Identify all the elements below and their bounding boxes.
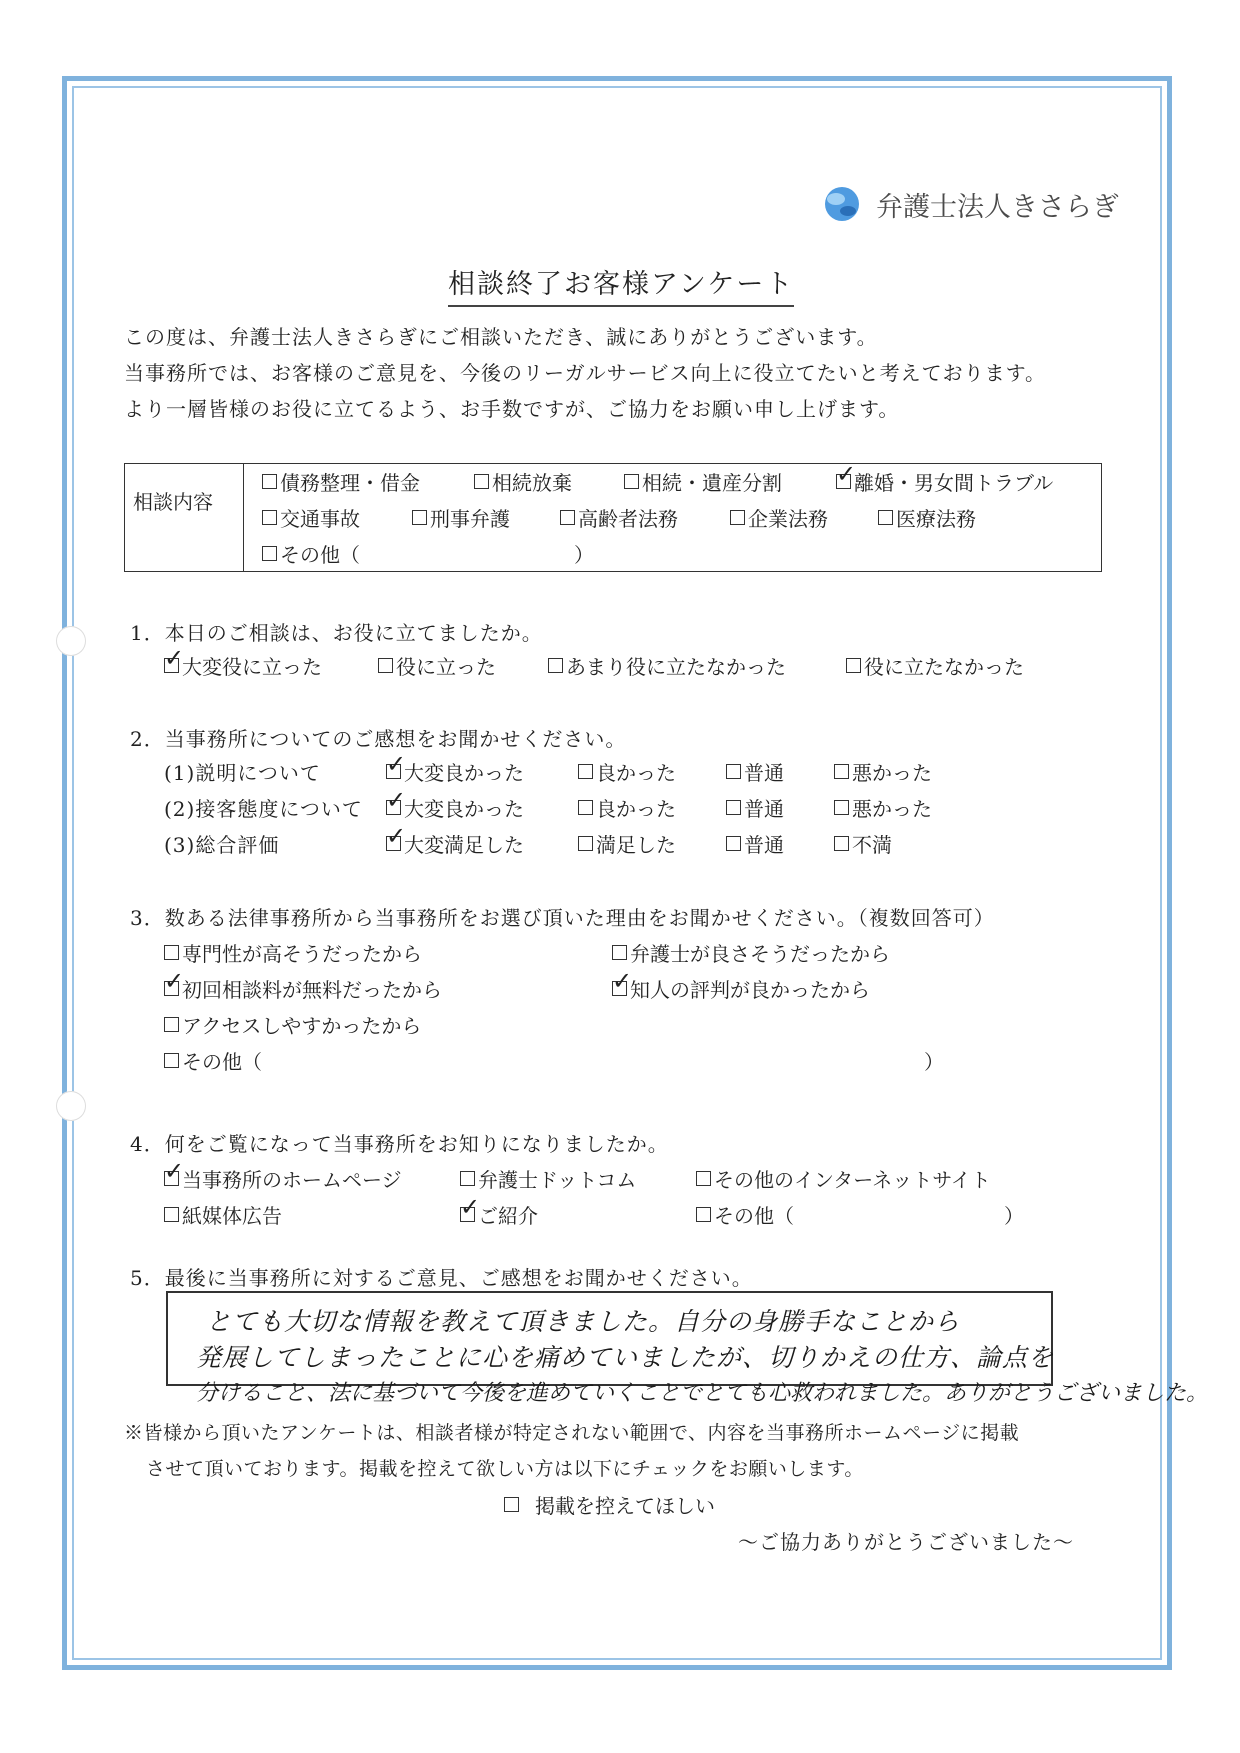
handwritten-answer-line: 発展してしまったことに心を痛めていましたが、切りかえの仕方、論点を	[196, 1343, 1055, 1372]
option-label: 大変満足した	[404, 833, 524, 857]
option-label: 良かった	[596, 797, 676, 821]
checkbox-checked[interactable]	[164, 1171, 179, 1186]
checkbox[interactable]	[412, 510, 427, 525]
checkbox[interactable]	[834, 800, 849, 815]
q4-option[interactable]	[696, 1200, 794, 1229]
q2-row-label: (2)接客態度について	[164, 797, 363, 821]
option-label: 普通	[744, 761, 784, 785]
checkbox-checked[interactable]	[164, 981, 179, 996]
intro-line: この度は、弁護士法人きさらぎにご相談いただき、誠にありがとうございます。	[124, 325, 878, 349]
option-label: 不満	[852, 833, 892, 857]
q3-option[interactable]	[612, 938, 890, 967]
option-label: 紙媒体広告	[182, 1204, 282, 1228]
option-label: 大変役に立った	[182, 655, 322, 679]
option-label: 普通	[744, 833, 784, 857]
option-label: 交通事故	[280, 507, 360, 531]
option-label: その他のインターネットサイト	[714, 1168, 991, 1192]
q2-option[interactable]	[578, 829, 676, 858]
handwritten-answer-line: とても大切な情報を教えて頂きました。自分の身勝手なことから	[206, 1307, 961, 1336]
checkbox-checked[interactable]	[836, 474, 851, 489]
checkbox[interactable]	[578, 800, 593, 815]
q2-option[interactable]	[834, 829, 892, 858]
option-label: 大変良かった	[404, 761, 524, 785]
q4-option[interactable]	[696, 1164, 991, 1193]
q1-option[interactable]	[846, 651, 1024, 680]
option-label: その他（	[280, 543, 360, 567]
checkbox[interactable]	[262, 546, 277, 561]
q2-option[interactable]	[578, 793, 676, 822]
checkbox[interactable]	[578, 836, 593, 851]
option-label: 相続放棄	[492, 471, 572, 495]
intro-line: 当事務所では、お客様のご意見を、今後のリーガルサービス向上に役立てたいと考えております。	[124, 361, 1046, 385]
checkbox-checked[interactable]	[386, 836, 401, 851]
checkbox[interactable]	[578, 764, 593, 779]
opt-out-checkbox[interactable]	[504, 1490, 715, 1519]
checkbox-other[interactable]	[262, 539, 360, 568]
question-1: 1．本日のご相談は、お役に立てましたか。	[130, 621, 543, 645]
q2-option[interactable]	[834, 793, 932, 822]
page-title: 相談終了お客様アンケート	[448, 262, 794, 307]
q1-option[interactable]	[548, 651, 786, 680]
question-3: 3．数ある法律事務所から当事務所をお選び頂いた理由をお聞かせください。（複数回答可）	[130, 906, 995, 930]
checkbox[interactable]	[726, 764, 741, 779]
q2-row-label: (1)説明について	[164, 761, 321, 785]
checkbox[interactable]	[878, 510, 893, 525]
checkbox[interactable]	[164, 1017, 179, 1032]
notice-line: ※皆様から頂いたアンケートは、相談者様が特定されない範囲で、内容を当事務所ホームページに掲載	[124, 1422, 1020, 1444]
checkbox-checked[interactable]	[460, 1207, 475, 1222]
checkbox-checked[interactable]	[612, 981, 627, 996]
option-label: 医療法務	[896, 507, 976, 531]
option-label: 良かった	[596, 761, 676, 785]
q2-option[interactable]	[834, 757, 932, 786]
checkbox[interactable]	[164, 1207, 179, 1222]
option-label: 初回相談料が無料だったから	[182, 978, 442, 1002]
globe-logo-icon	[820, 184, 866, 224]
checkbox-checked[interactable]	[386, 800, 401, 815]
box-divider	[243, 464, 244, 571]
checkbox[interactable]	[460, 1171, 475, 1186]
option-label: 掲載を控えてほしい	[535, 1494, 715, 1518]
question-5: 5．最後に当事務所に対するご意見、ご感想をお聞かせください。	[130, 1266, 753, 1290]
q2-option[interactable]	[386, 793, 524, 822]
option-label: 当事務所のホームページ	[182, 1168, 402, 1192]
other-close-paren: ）	[1004, 1204, 1024, 1228]
checkbox[interactable]	[164, 1053, 179, 1068]
option-label: ご紹介	[478, 1204, 538, 1228]
option-label: 役に立った	[396, 655, 496, 679]
checkbox[interactable]	[474, 474, 489, 489]
q1-option[interactable]	[164, 651, 322, 680]
option-label: その他（	[714, 1204, 794, 1228]
intro-line: より一層皆様のお役に立てるよう、お手数ですが、ご協力をお願い申し上げます。	[124, 397, 900, 421]
option-label: その他（	[182, 1050, 262, 1074]
option-label: 悪かった	[852, 761, 932, 785]
q2-option[interactable]	[726, 829, 784, 858]
notice-line: させて頂いております。掲載を控えて欲しい方は以下にチェックをお願いします。	[146, 1458, 864, 1480]
checkbox[interactable]	[262, 474, 277, 489]
q3-option[interactable]	[164, 1046, 262, 1075]
option-label: 離婚・男女間トラブル	[854, 471, 1054, 495]
q3-option[interactable]	[612, 974, 870, 1003]
q4-option[interactable]	[164, 1200, 282, 1229]
checkbox[interactable]	[504, 1497, 519, 1512]
option-label: 満足した	[596, 833, 676, 857]
q3-option[interactable]	[164, 974, 442, 1003]
option-label: 高齢者法務	[578, 507, 678, 531]
consultation-label: 相談内容	[133, 490, 213, 514]
checkbox[interactable]	[560, 510, 575, 525]
checkbox-debt[interactable]	[262, 467, 420, 496]
checkbox-checked[interactable]	[164, 658, 179, 673]
punch-hole	[56, 1091, 86, 1121]
checkbox[interactable]	[548, 658, 563, 673]
question-2: 2．当事務所についてのご感想をお聞かせください。	[130, 727, 627, 751]
option-label: 大変良かった	[404, 797, 524, 821]
option-label: 相続・遺産分割	[642, 471, 782, 495]
question-4: 4．何をご覧になって当事務所をお知りになりましたか。	[130, 1132, 669, 1156]
option-label: 役に立たなかった	[864, 655, 1024, 679]
q2-option[interactable]	[726, 757, 784, 786]
option-label: あまり役に立たなかった	[566, 655, 786, 679]
option-label: 弁護士ドットコム	[478, 1168, 637, 1192]
q3-option[interactable]	[164, 938, 422, 967]
q2-option[interactable]	[726, 793, 784, 822]
option-label: 刑事弁護	[430, 507, 510, 531]
brand-name: 弁護士法人きさらぎ	[876, 191, 1119, 223]
other-close-paren: ）	[924, 1050, 944, 1074]
checkbox-inheritance-waiver[interactable]	[474, 467, 572, 496]
checkbox[interactable]	[846, 658, 861, 673]
checkbox-divorce[interactable]	[836, 467, 1053, 496]
q2-option[interactable]	[578, 757, 676, 786]
checkbox-checked[interactable]	[386, 764, 401, 779]
checkbox[interactable]	[726, 800, 741, 815]
checkbox[interactable]	[164, 945, 179, 960]
closing-message: ～ご協力ありがとうございました～	[738, 1530, 1074, 1554]
checkbox[interactable]	[612, 945, 627, 960]
option-label: 弁護士が良さそうだったから	[630, 942, 890, 966]
other-close-paren: ）	[574, 543, 594, 567]
checkbox-inheritance-division[interactable]	[624, 467, 782, 496]
q4-option[interactable]	[164, 1164, 402, 1193]
checkbox[interactable]	[378, 658, 393, 673]
option-label: 専門性が高そうだったから	[182, 942, 422, 966]
option-label: 普通	[744, 797, 784, 821]
checkbox[interactable]	[696, 1171, 711, 1186]
option-label: 債務整理・借金	[280, 471, 420, 495]
checkbox-elderly[interactable]	[560, 503, 678, 532]
checkbox[interactable]	[834, 764, 849, 779]
option-label: 知人の評判が良かったから	[630, 978, 870, 1002]
q2-option[interactable]	[386, 757, 524, 786]
q3-option[interactable]	[164, 1010, 421, 1039]
checkbox[interactable]	[834, 836, 849, 851]
checkbox-criminal[interactable]	[412, 503, 510, 532]
checkbox[interactable]	[624, 474, 639, 489]
checkbox[interactable]	[730, 510, 745, 525]
checkbox-medical[interactable]	[878, 503, 976, 532]
checkbox[interactable]	[726, 836, 741, 851]
checkbox[interactable]	[262, 510, 277, 525]
checkbox-traffic[interactable]	[262, 503, 360, 532]
punch-hole	[56, 626, 86, 656]
checkbox-corporate[interactable]	[730, 503, 828, 532]
option-label: アクセスしやすかったから	[182, 1014, 422, 1038]
handwritten-answer-line: 分けること、法に基づいて今後を進めていくことでとても心救われました。ありがとうございました。	[196, 1381, 1209, 1406]
option-label: 悪かった	[852, 797, 932, 821]
option-label: 企業法務	[748, 507, 828, 531]
brand-logo	[820, 184, 1119, 224]
q2-row-label: (3)総合評価	[164, 833, 280, 857]
q4-option[interactable]	[460, 1200, 538, 1229]
q4-option[interactable]	[460, 1164, 636, 1193]
q1-option[interactable]	[378, 651, 496, 680]
q2-option[interactable]	[386, 829, 524, 858]
checkbox[interactable]	[696, 1207, 711, 1222]
